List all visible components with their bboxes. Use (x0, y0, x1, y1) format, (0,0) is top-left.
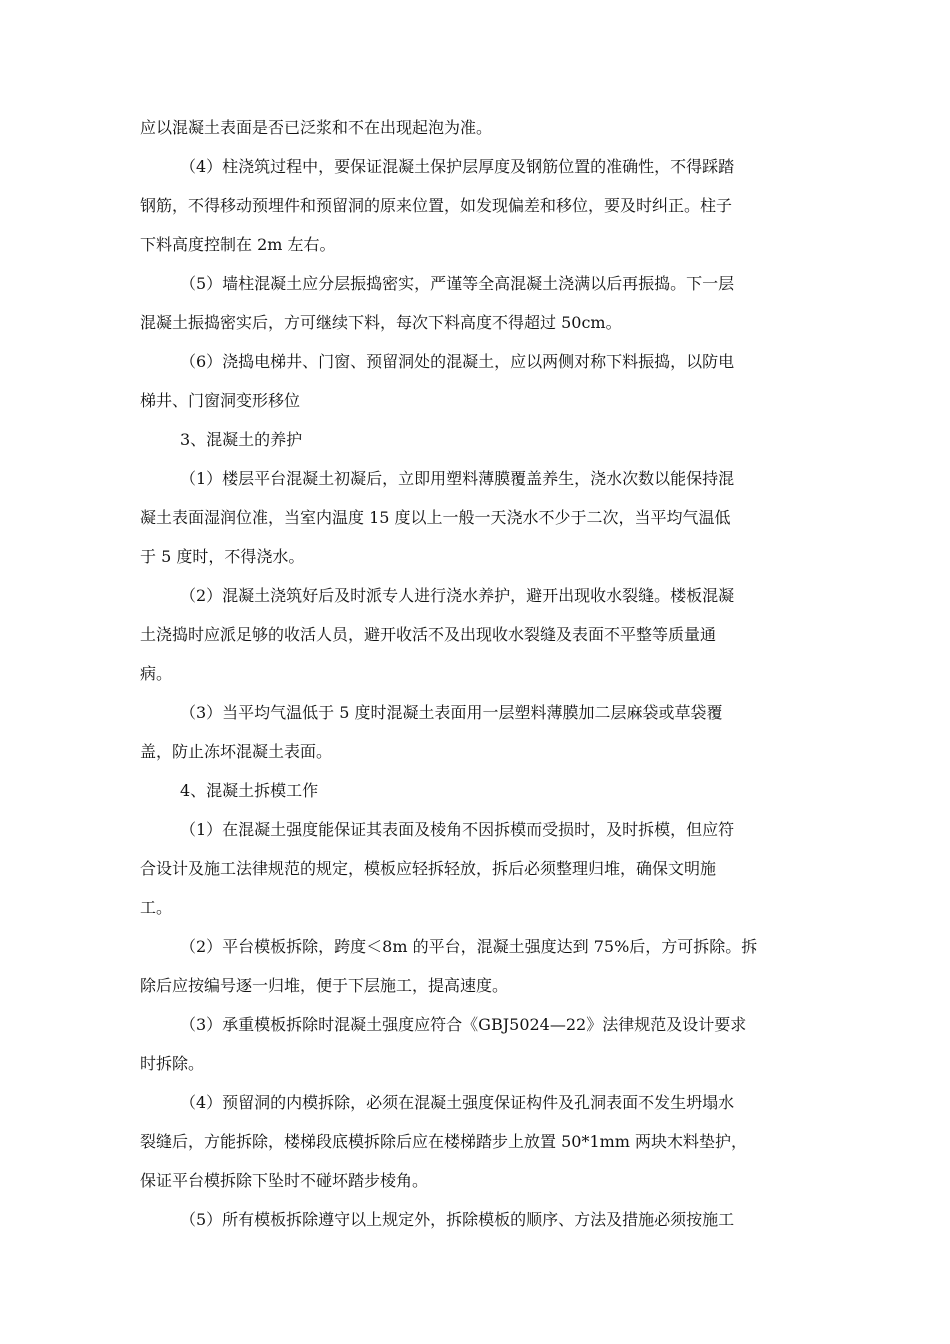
text-line: 工。 (140, 898, 173, 917)
text-line: （4）预留洞的内模拆除，必须在混凝土强度保证构件及孔洞表面不发生坍塌水 (180, 1093, 735, 1112)
document-body (140, 108, 816, 1239)
text-line: 盖，防止冻坏混凝土表面。 (140, 742, 333, 761)
text-line: 应以混凝土表面是否已泛浆和不在出现起泡为准。 (140, 118, 493, 137)
text-line: 于 5 度时，不得浇水。 (140, 547, 305, 566)
text-line: 合设计及施工法律规范的规定，模板应轻拆轻放，拆后必须整理归堆，确保文明施 (140, 859, 717, 878)
text-line: （2）平台模板拆除，跨度＜8m 的平台，混凝土强度达到 75%后，方可拆除。拆 (180, 937, 758, 956)
text-line: （5）所有模板拆除遵守以上规定外，拆除模板的顺序、方法及措施必须按施工 (180, 1210, 735, 1229)
text-line: 裂缝后，方能拆除，楼梯段底模拆除后应在楼梯踏步上放置 50*1mm 两块木料垫护， (140, 1132, 748, 1151)
text-line: （1）在混凝土强度能保证其表面及棱角不因拆模而受损时，及时拆模，但应符 (180, 820, 735, 839)
section-heading: 3、混凝土的养护 (180, 430, 303, 449)
text-line: 病。 (140, 664, 173, 683)
text-line: 下料高度控制在 2m 左右。 (140, 235, 336, 254)
text-line: 混凝土振捣密实后，方可继续下料，每次下料高度不得超过 50cm。 (140, 313, 622, 332)
text-line: 除后应按编号逐一归堆，便于下层施工，提高速度。 (140, 976, 509, 995)
section-heading: 4、混凝土拆模工作 (180, 781, 319, 800)
text-line: （3）承重模板拆除时混凝土强度应符合《GBJ5024—22》法律规范及设计要求 (180, 1015, 747, 1034)
text-line: 梯井、门窗洞变形移位 (140, 391, 301, 410)
text-line: 时拆除。 (140, 1054, 205, 1073)
text-line: （5）墙柱混凝土应分层振捣密实，严谨等全高混凝土浇满以后再振捣。下一层 (180, 274, 735, 293)
text-line: 凝土表面湿润位准，当室内温度 15 度以上一般一天浇水不少于二次，当平均气温低 (140, 508, 731, 527)
text-line: （2）混凝土浇筑好后及时派专人进行浇水养护，避开出现收水裂缝。楼板混凝 (180, 586, 735, 605)
text-line: 钢筋，不得移动预埋件和预留洞的原来位置，如发现偏差和移位，要及时纠正。柱子 (140, 196, 733, 215)
text-line: 土浇捣时应派足够的收活人员，避开收活不及出现收水裂缝及表面不平整等质量通 (140, 625, 717, 644)
text-line: （6）浇捣电梯井、门窗、预留洞处的混凝土，应以两侧对称下料振捣，以防电 (180, 352, 735, 371)
text-line: （3）当平均气温低于 5 度时混凝土表面用一层塑料薄膜加二层麻袋或草袋覆 (180, 703, 723, 722)
text-line: （1）楼层平台混凝土初凝后，立即用塑料薄膜覆盖养生，浇水次数以能保持混 (180, 469, 735, 488)
text-line: 保证平台模拆除下坠时不碰坏踏步棱角。 (140, 1171, 429, 1190)
text-line: （4）柱浇筑过程中，要保证混凝土保护层厚度及钢筋位置的准确性，不得踩踏 (180, 157, 735, 176)
